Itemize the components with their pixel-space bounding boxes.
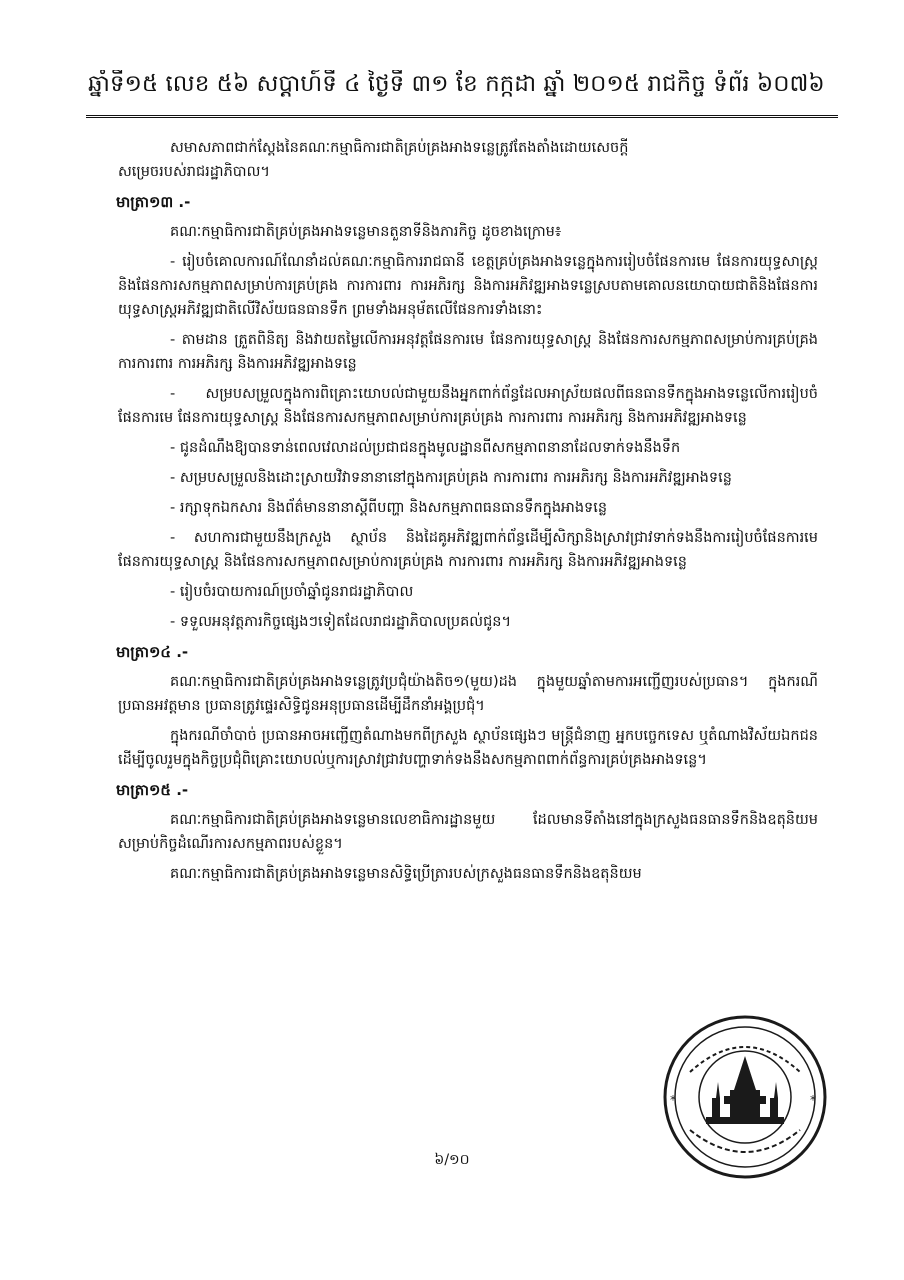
svg-text:*: *: [670, 1093, 676, 1107]
article-15-paragraph-1: គណៈកម្មាធិការជាតិគ្រប់គ្រងអាងទន្លេមានលេខាធិការដ្ឋានមួយ ដែលមានទីតាំងនៅក្នុងក្រសួងធនធានទឹកនិងឧតុនិយមសម្រាប់កិច្ចដំណើរការសកម្មភាពរបស់ខ្លួន។: [118, 812, 818, 852]
article-13-lead: គណៈកម្មាធិការជាតិគ្រប់គ្រងអាងទន្លេមានតួនាទីនិងភារកិច្ច ដូចខាងក្រោម៖: [170, 224, 562, 240]
intro-line-1: សមាសភាពជាក់ស្ដែងនៃគណៈកម្មាធិការជាតិគ្រប់គ្រងអាងទន្លេត្រូវតែងតាំងដោយសេចក្ដី: [170, 140, 629, 156]
svg-text:*: *: [810, 1093, 816, 1107]
document-body: [118, 136, 818, 892]
page-number: ៦/១០: [434, 1152, 470, 1168]
gazette-header: ឆ្នាំទី១៥ លេខ ៥៦ សប្ដាហ៍ទី ៤ ថ្ងៃទី ៣១ ខែ កក្កដា ឆ្នាំ ២០១៥ រាជកិច្ច ទំព័រ ៦០៧៦: [88, 71, 825, 97]
intro-line-2: សម្រេចរបស់រាជរដ្ឋាភិបាល។: [118, 164, 270, 180]
article-15-paragraph-2: គណៈកម្មាធិការជាតិគ្រប់គ្រងអាងទន្លេមានសិទ្ធិប្រើត្រារបស់ក្រសួងធនធានទឹកនិងឧតុនិយម: [170, 866, 642, 882]
article-13-item-4: - ជូនដំណឹងឱ្យបានទាន់ពេលវេលាដល់ប្រជាជនក្នុងមូលដ្ឋានពីសកម្មភាពនានាដែលទាក់ទងនឹងទឹក: [170, 440, 681, 456]
article-14-paragraph-2: ក្នុងករណីចាំបាច់ ប្រធានអាចអញ្ជើញតំណាងមកពីក្រសួង ស្ថាប័នផ្សេងៗ មន្ត្រីជំនាញ អ្នកបច្ចេកទេស ឬតំណាងវិស័យឯកជន ដើម្បីចូលរួមក្នុងកិច្ចប្រជុំពិគ្រោះយោបល់ឬការស្រាវជ្រាវបញ្ហាទាក់ទងនឹងសកម្មភាពពាក់ព័ន្ធការគ្រប់គ្រងអាងទន្លេ។: [118, 728, 818, 768]
article-13-heading: មាត្រា១៣ .-: [116, 193, 191, 211]
article-13-item-6: - រក្សាទុកឯកសារ និងព័ត៌មាននានាស្ដីពីបញ្ហា និងសកម្មភាពធនធានទឹកក្នុងអាងទន្លេ: [170, 500, 608, 516]
article-13-item-7: - សហការជាមួយនឹងក្រសួង ស្ថាប័ន និងដៃគូអភិវឌ្ឍពាក់ព័ន្ធដើម្បីសិក្សានិងស្រាវជ្រាវទាក់ទងនឹងការរៀបចំផែនការមេ ផែនការយុទ្ធសាស្ត្រ និងផែនការសកម្មភាពសម្រាប់ការគ្រប់គ្រង ការការពារ ការអភិរក្ស និងការអភិវឌ្ឍអាងទន្លេ: [118, 530, 818, 570]
article-14-heading: មាត្រា១៤ .-: [116, 643, 189, 661]
article-13-item-1: - រៀបចំគោលការណ៍ណែនាំដល់គណៈកម្មាធិការរាជធានី ខេត្តគ្រប់គ្រងអាងទន្លេក្នុងការរៀបចំផែនការមេ ផែនការយុទ្ធសាស្ត្រ និងផែនការសកម្មភាពសម្រាប់ការគ្រប់គ្រង ការការពារ ការអភិរក្ស និងការអភិវឌ្ឍអាងទន្លេស្របតាមគោលនយោបាយជាតិនិងផែនការយុទ្ធសាស្ត្រអភិវឌ្ឍជាតិលើវិស័យធនធានទឹក ព្រមទាំងអនុម័តលើផែនការទាំងនោះ: [118, 254, 818, 318]
article-14-paragraph-1: គណៈកម្មាធិការជាតិគ្រប់គ្រងអាងទន្លេត្រូវប្រជុំយ៉ាងតិច១(មួយ)ដង ក្នុងមួយឆ្នាំតាមការអញ្ជើញរបស់ប្រធាន។ ក្នុងករណីប្រធានអវត្តមាន ប្រធានត្រូវផ្ទេរសិទ្ធិជូនអនុប្រធានដើម្បីដឹកនាំអង្គប្រជុំ។: [118, 674, 818, 714]
article-13-item-8: - រៀបចំរបាយការណ៍ប្រចាំឆ្នាំជូនរាជរដ្ឋាភិបាល: [170, 584, 414, 600]
article-13-item-5: - សម្របសម្រួលនិងដោះស្រាយវិវាទនានានៅក្នុងការគ្រប់គ្រង ការការពារ ការអភិរក្ស និងការអភិវឌ្ឍអាងទន្លេ: [170, 470, 732, 486]
article-15-heading: មាត្រា១៥ .-: [116, 781, 189, 799]
intro-paragraph: [118, 136, 818, 184]
header-divider: [86, 115, 838, 118]
article-13-item-9: - ទទួលអនុវត្តភារកិច្ចផ្សេងៗទៀតដែលរាជរដ្ឋាភិបាលប្រគល់ជូន។: [170, 614, 512, 630]
article-13-item-3: - សម្របសម្រួលក្នុងការពិគ្រោះយោបល់ជាមួយនឹងអ្នកពាក់ព័ន្ធដែលអាស្រ័យផលពីធនធានទឹកក្នុងអាងទន្លេលើការរៀបចំផែនការមេ ផែនការយុទ្ធសាស្ត្រ និងផែនការសកម្មភាពសម្រាប់ការគ្រប់គ្រង ការការពារ ការអភិរក្ស និងការអភិវឌ្ឍអាងទន្លេ: [118, 386, 818, 426]
article-13-item-2: - តាមដាន ត្រួតពិនិត្យ និងវាយតម្លៃលើការអនុវត្តផែនការមេ ផែនការយុទ្ធសាស្ត្រ និងផែនការសកម្មភាពសម្រាប់ការគ្រប់គ្រង ការការពារ ការអភិរក្ស និងការអភិវឌ្ឍអាងទន្លេ: [118, 332, 818, 372]
